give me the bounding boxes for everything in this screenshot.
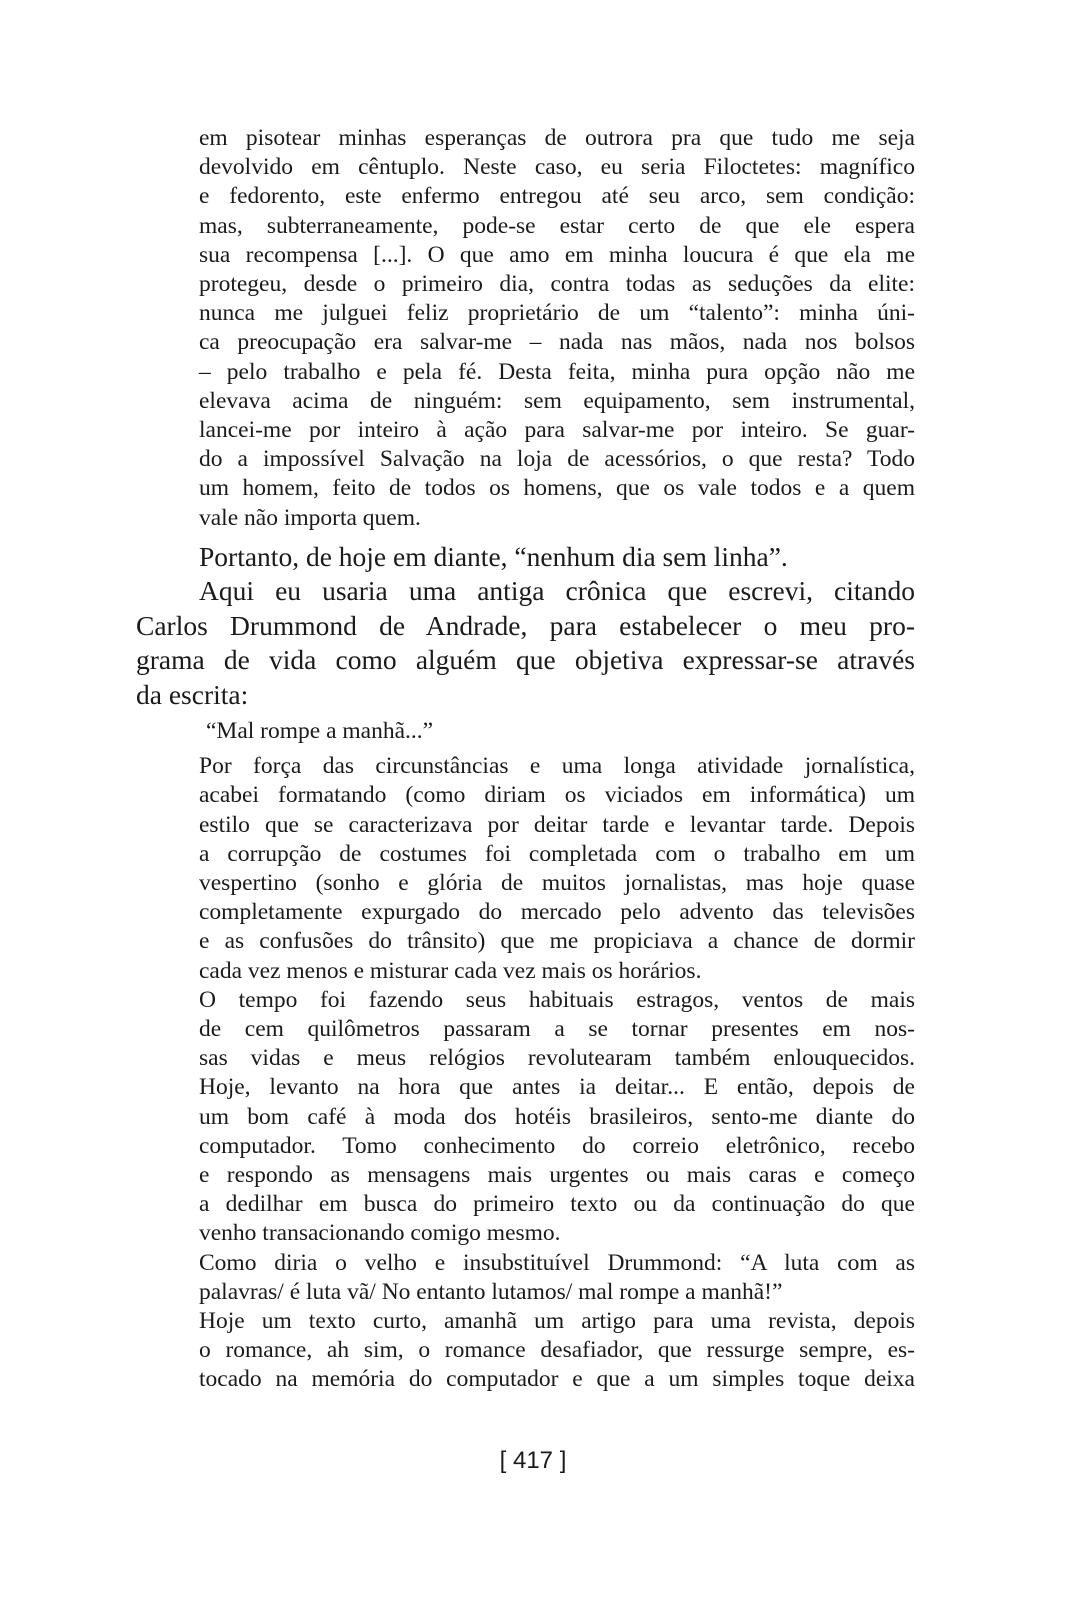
text-line: lancei-me por inteiro à ação para salvar-me por inteiro. Se guar- xyxy=(199,417,915,444)
text-line: O tempo foi fazendo seus habituais estragos, ventos de mais xyxy=(199,986,915,1013)
text-line: cada vez menos e misturar cada vez mais os horários. xyxy=(199,957,702,984)
text-line: ca preocupação era salvar-me – nada nas mãos, nada nos bolsos xyxy=(199,329,915,356)
paragraph-line: Portanto, de hoje em diante, “nenhum dia sem linha”. xyxy=(199,541,788,572)
main-text xyxy=(136,540,915,712)
text-line: protegeu, desde o primeiro dia, contra todas as seduções da elite: xyxy=(199,271,915,298)
text-line: de cem quilômetros passaram a se tornar presentes em nos- xyxy=(199,1016,915,1043)
text-line: sas vidas e meus relógios revolutearam também enlouquecidos. xyxy=(199,1045,915,1072)
text-line: mas, subterraneamente, pode-se estar certo de que ele espera xyxy=(199,212,915,239)
text-line: um homem, feito de todos os homens, que os vale todos e a quem xyxy=(199,475,915,502)
paragraph-line: Aqui eu usaria uma antiga crônica que escrevi, citando xyxy=(199,575,915,607)
paragraph-line: Carlos Drummond de Andrade, para estabelecer o meu pro- xyxy=(136,609,915,641)
text-line: e as confusões do trânsito) que me propiciava a chance de dormir xyxy=(199,928,915,955)
text-line: vespertino (sonho e glória de muitos jornalistas, mas hoje quase xyxy=(199,870,915,897)
text-line: a corrupção de costumes foi completada com o trabalho em um xyxy=(199,840,915,867)
paragraph-line: grama de vida como alguém que objetiva expressar-se através xyxy=(136,644,915,676)
text-line: elevava acima de ninguém: sem equipamento, sem instrumental, xyxy=(199,387,915,414)
text-line: nunca me julguei feliz proprietário de um “talento”: minha úni- xyxy=(199,300,915,327)
text-line: palavras/ é luta vã/ No entanto lutamos/ mal rompe a manhã!” xyxy=(199,1278,783,1305)
text-line: e fedorento, este enfermo entregou até seu arco, sem condição: xyxy=(199,183,915,210)
text-line: a dedilhar em busca do primeiro texto ou da continuação do que xyxy=(199,1191,915,1218)
text-line: tocado na memória do computador e que a um simples toque deixa xyxy=(199,1366,915,1393)
text-line: computador. Tomo conhecimento do correio eletrônico, recebo xyxy=(199,1132,915,1159)
page-number: [ 417 ] xyxy=(499,1447,567,1474)
text-line: – pelo trabalho e pela fé. Desta feita, minha pura opção não me xyxy=(199,358,915,385)
text-line: Como diria o velho e insubstituível Drummond: “A luta com as xyxy=(199,1249,915,1276)
text-line: venho transacionando comigo mesmo. xyxy=(199,1220,561,1247)
text-line: um bom café à moda dos hotéis brasileiros, sento-me diante do xyxy=(199,1103,915,1130)
cronica-quote xyxy=(199,717,915,1395)
text-line: Por força das circunstâncias e uma longa atividade jornalística, xyxy=(199,753,915,780)
text-line: estilo que se caracterizava por deitar tarde e levantar tarde. Depois xyxy=(199,811,915,838)
text-line: devolvido em cêntuplo. Neste caso, eu seria Filoctetes: magnífico xyxy=(199,154,915,181)
text-line: acabei formatando (como diriam os viciados em informática) um xyxy=(199,782,915,809)
cronica-title: “Mal rompe a manhã...” xyxy=(206,718,434,744)
text-line: completamente expurgado do mercado pelo advento das televisões xyxy=(199,899,915,926)
text-line: do a impossível Salvação na loja de acessórios, o que resta? Todo xyxy=(199,446,915,473)
text-line: e respondo as mensagens mais urgentes ou mais caras e começo xyxy=(199,1162,915,1189)
block-quote xyxy=(199,124,915,533)
paragraph-line: da escrita: xyxy=(136,678,249,710)
text-line: sua recompensa [...]. O que amo em minha loucura é que ela me xyxy=(199,241,915,268)
text-line: Hoje um texto curto, amanhã um artigo para uma revista, depois xyxy=(199,1308,915,1335)
text-line: vale não importa quem. xyxy=(199,504,421,531)
text-line: Hoje, levanto na hora que antes ia deitar... E então, depois de xyxy=(199,1074,915,1101)
text-line: o romance, ah sim, o romance desafiador, que ressurge sempre, es- xyxy=(199,1337,915,1364)
text-line: em pisotear minhas esperanças de outrora pra que tudo me seja xyxy=(199,125,915,151)
